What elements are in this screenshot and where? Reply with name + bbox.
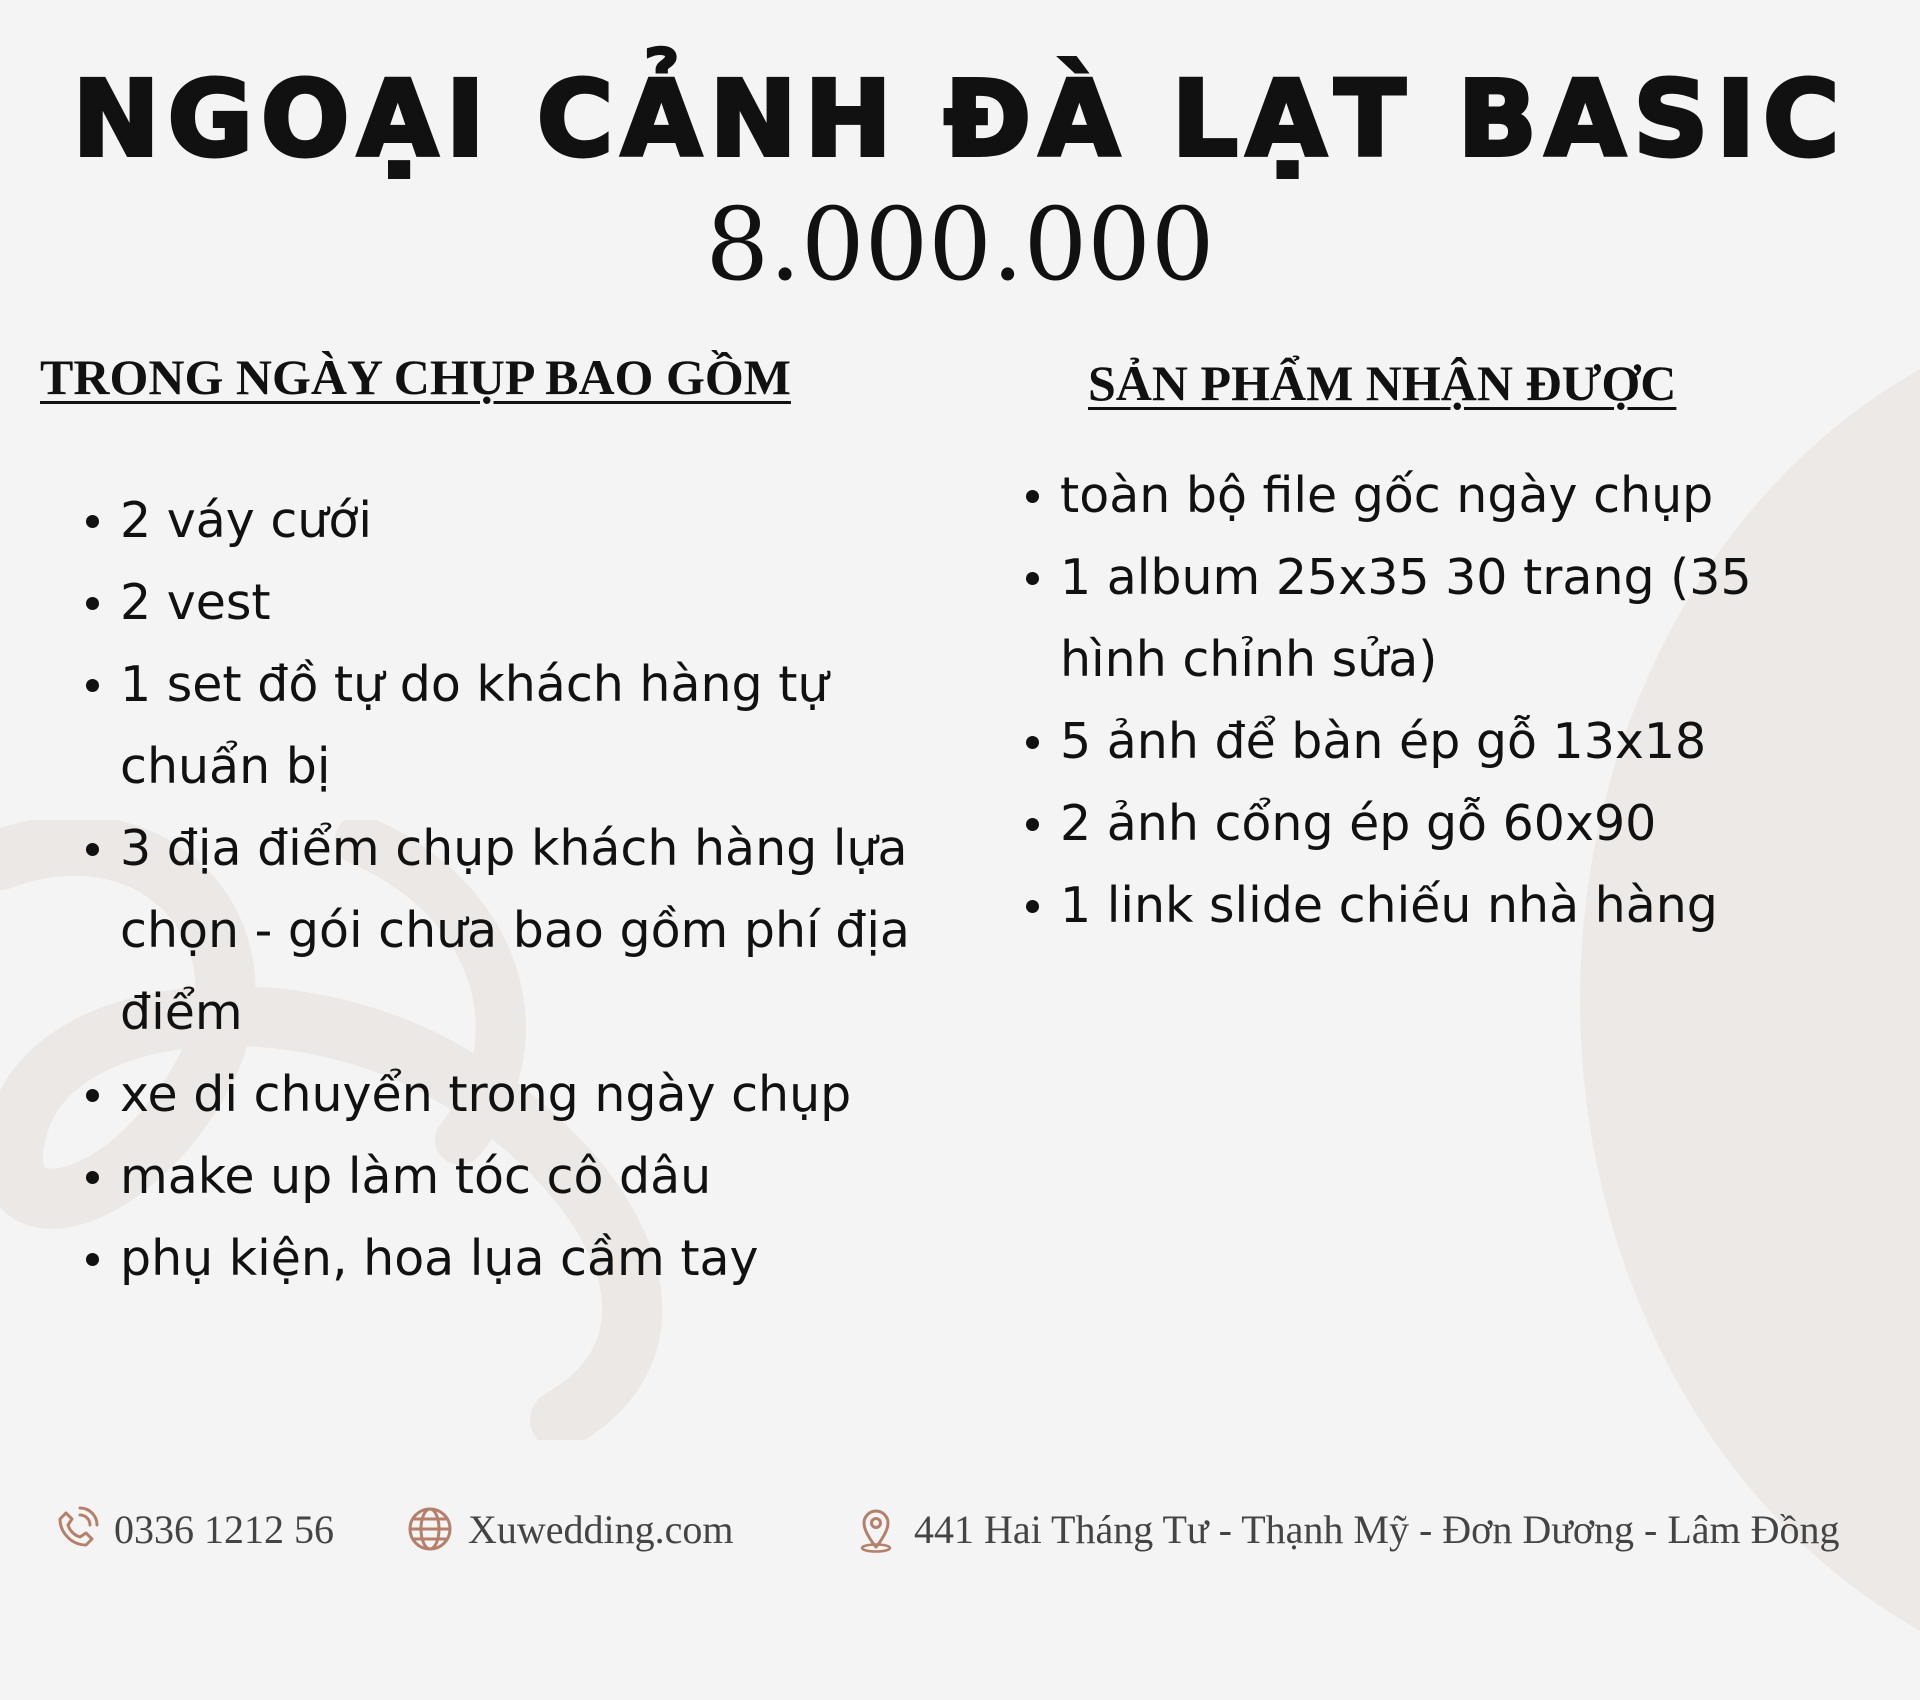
list-item: 1 link slide chiếu nhà hàng bbox=[1026, 865, 1816, 947]
footer-phone[interactable] bbox=[52, 1505, 334, 1553]
products-heading: SẢN PHẨM NHẬN ĐƯỢC bbox=[1088, 355, 1677, 411]
products-list bbox=[1026, 455, 1816, 947]
location-pin-icon bbox=[852, 1505, 900, 1553]
address-text: 441 Hai Tháng Tư - Thạnh Mỹ - Đơn Dương - Lâm Đồng bbox=[914, 1506, 1840, 1552]
footer-address[interactable] bbox=[852, 1505, 1840, 1553]
list-item: 3 địa điểm chụp khách hàng lựa chọn - gói chưa bao gồm phí địa điểm bbox=[86, 808, 926, 1054]
list-item: 2 váy cưới bbox=[86, 480, 926, 562]
list-item: 2 vest bbox=[86, 562, 926, 644]
list-item: phụ kiện, hoa lụa cầm tay bbox=[86, 1218, 926, 1300]
page-title: NGOẠI CẢNH ĐÀ LẠT BASIC bbox=[72, 58, 1848, 180]
phone-number: 0336 1212 56 bbox=[114, 1506, 334, 1552]
list-item: xe di chuyển trong ngày chụp bbox=[86, 1054, 926, 1136]
list-item: make up làm tóc cô dâu bbox=[86, 1136, 926, 1218]
package-price: 8.000.000 bbox=[705, 186, 1215, 303]
website-link: Xuwedding.com bbox=[468, 1506, 734, 1552]
footer bbox=[0, 1505, 1920, 1575]
included-list bbox=[86, 480, 926, 1300]
list-item: toàn bộ file gốc ngày chụp bbox=[1026, 455, 1816, 537]
included-heading: TRONG NGÀY CHỤP BAO GỒM bbox=[40, 349, 791, 405]
list-item: 1 set đồ tự do khách hàng tự chuẩn bị bbox=[86, 644, 926, 808]
footer-website[interactable] bbox=[406, 1505, 734, 1553]
list-item: 1 album 25x35 30 trang (35 hình chỉnh sửa) bbox=[1026, 537, 1816, 701]
list-item: 5 ảnh để bàn ép gỗ 13x18 bbox=[1026, 701, 1816, 783]
globe-icon bbox=[406, 1505, 454, 1553]
list-item: 2 ảnh cổng ép gỗ 60x90 bbox=[1026, 783, 1816, 865]
phone-icon bbox=[52, 1505, 100, 1553]
